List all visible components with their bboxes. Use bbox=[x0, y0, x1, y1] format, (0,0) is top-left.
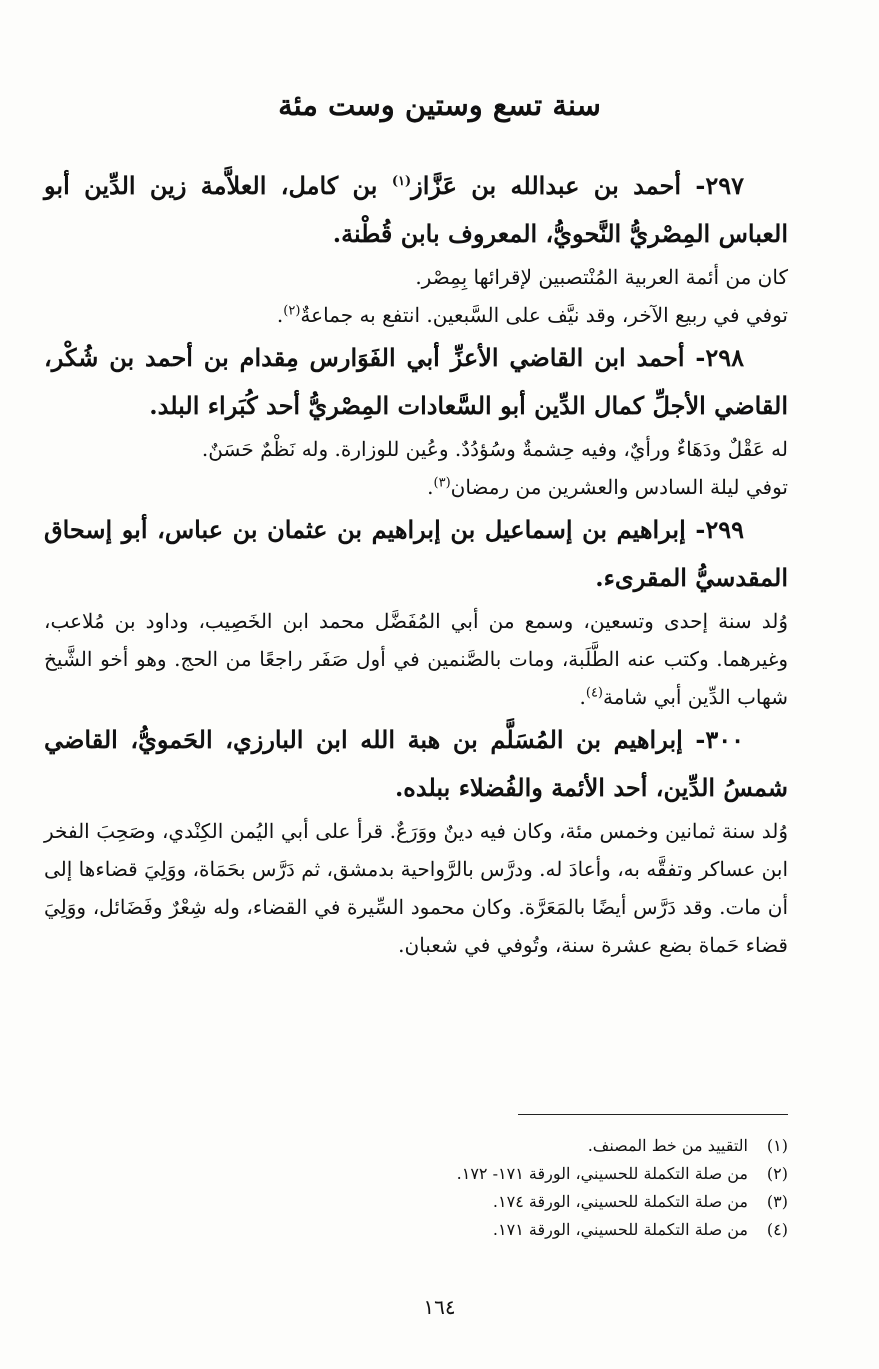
footnote-ref[interactable]: (٤) bbox=[585, 685, 603, 701]
entry-paragraph: كان من أئمة العربية المُنْتصبين لإقرائها بِمِصْر. bbox=[415, 265, 788, 289]
footnote-item bbox=[300, 1132, 788, 1160]
entry-paragraph-text: . bbox=[579, 685, 586, 709]
entry-heading bbox=[44, 162, 788, 258]
footnote-text: من صلة التكملة للحسيني، الورقة ١٧٤. bbox=[492, 1192, 748, 1211]
entry-paragraph: له عَقْلٌ ودَهَاءٌ ورأيٌ، وفيه حِشمةٌ وسُؤدُدٌ. وعُين للوزارة. وله نَظْمٌ حَسَنٌ. bbox=[201, 437, 788, 461]
entry-heading: ٢٩٨- أحمد ابن القاضي الأعزِّ أبي الفَوَارس مِقدام بن أحمد بن شُكْر، القاضي الأجلِّ كمال الدِّين أبو السَّعادات المِصْريُّ أحد كُبَراء البلد. bbox=[44, 343, 788, 420]
footnote-text: من صلة التكملة للحسيني، الورقة ١٧١. bbox=[492, 1220, 748, 1239]
entry-paragraph-text: توفي ليلة السادس والعشرين من رمضان bbox=[450, 475, 788, 499]
entry-299 bbox=[44, 506, 788, 716]
entry-300 bbox=[44, 716, 788, 964]
entry-heading-text: بن كامل، العلاَّمة زين الدِّين أبو العباس المِصْريُّ النَّحويُّ، المعروف بابن قُطْنة. bbox=[44, 171, 788, 248]
footnote-number: (٢) bbox=[766, 1164, 788, 1183]
entry-paragraph bbox=[44, 602, 788, 716]
footnote-text: التقييد من خط المصنف. bbox=[587, 1136, 748, 1155]
footnote-ref[interactable]: (٢) bbox=[283, 303, 301, 319]
footnote-number: (١) bbox=[766, 1136, 788, 1155]
footnote-ref[interactable]: (٣) bbox=[433, 475, 451, 491]
entry-paragraph: وُلد سنة ثمانين وخمس مئة، وكان فيه دينٌ ووَرَعٌ. قرأ على أبي اليُمن الكِنْدي، وصَحِبَ الفخر ابن عساكر وتفقَّه به، وأعادَ له. ودرَّس بالرَّواحية بدمشق، ثم دَرَّس بحَمَاة، ووَلِيَ قضاءها إلى أن مات. وقد دَرَّس أيضًا بالمَعَرَّة. وكان محمود السِّيرة في القضاء، وله شِعْرٌ وفَضَائل، ووَلِيَ قضاء حَماة بضع عشرة سنة، وتُوفي في شعبان. bbox=[44, 819, 789, 957]
entry-paragraph-text: . bbox=[427, 475, 434, 499]
page-title: سنة تسع وستين وست مئة bbox=[278, 88, 601, 122]
footnote-text: من صلة التكملة للحسيني، الورقة ١٧١- ١٧٢. bbox=[456, 1164, 748, 1183]
footnote-item bbox=[300, 1188, 788, 1216]
footnotes bbox=[300, 1132, 788, 1244]
footnote-number: (٣) bbox=[766, 1192, 788, 1211]
entry-paragraph bbox=[44, 296, 788, 334]
footnote-item bbox=[300, 1160, 788, 1188]
entry-paragraph-text: توفي في ربيع الآخر، وقد نيَّف على السَّبعين. انتفع به جماعةٌ bbox=[300, 303, 788, 327]
footnote-item bbox=[300, 1216, 788, 1244]
main-text bbox=[44, 162, 788, 964]
entry-297 bbox=[44, 162, 788, 334]
entry-298 bbox=[44, 334, 788, 506]
footnote-divider bbox=[518, 1114, 788, 1115]
entry-paragraph-text: . bbox=[276, 303, 284, 327]
entry-heading: ٢٩٩- إبراهيم بن إسماعيل بن إبراهيم بن عثمان بن عباس، أبو إسحاق المقدسيُّ المقرىء. bbox=[44, 515, 788, 592]
entry-paragraph bbox=[44, 468, 788, 506]
footnote-ref[interactable]: (١) bbox=[391, 174, 412, 189]
page-number: ١٦٤ bbox=[423, 1295, 456, 1319]
entry-heading-text: ٢٩٧- أحمد بن عبدالله بن عَزَّاز bbox=[411, 171, 744, 200]
entry-heading: ٣٠٠- إبراهيم بن المُسَلَّم بن هبة الله ابن البارزي، الحَمويُّ، القاضي شمسُ الدِّين، أحد الأئمة والفُضلاء ببلده. bbox=[44, 725, 788, 802]
entry-paragraph-text: وُلد سنة إحدى وتسعين، وسمع من أبي المُفَضَّل محمد ابن الخَصِيب، وداود بن مُلاعب، وغيرهما. وكتب عنه الطَّلَبة، ومات بالصَّنمين في أول صَفَر راجعًا من الحج. وهو أخو الشَّيخ شهاب الدِّين أبي شامة bbox=[44, 609, 788, 709]
footnote-number: (٤) bbox=[766, 1220, 788, 1239]
